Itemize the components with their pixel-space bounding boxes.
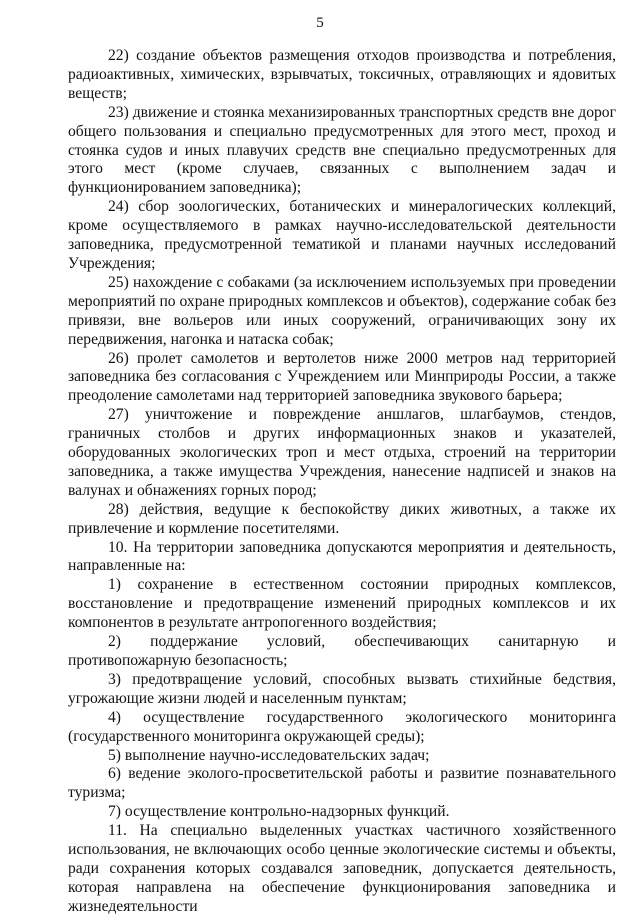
paragraph-section-10-item-7: 7) осуществление контрольно-надзорных функций. (108, 803, 450, 821)
paragraph-section-10-item-5: 5) выполнение научно-исследовательских задач; (108, 746, 430, 764)
document-body (68, 47, 616, 917)
paragraph-item-26: 26) пролет самолетов и вертолетов ниже 2000 метров над территорией заповедника без согласования с Учреждением или Минприроды России, а также преодоление самолетами над территорией заповедника звукового барьера; (68, 349, 616, 405)
paragraph-section-10-item-2: 2) поддержание условий, обеспечивающих санитарную и противопожарную безопасность; (68, 633, 616, 669)
paragraph-section-10-item-1: 1) сохранение в естественном состоянии природных комплексов, восстановление и предотвращение изменений природных комплексов и их компонентов в результате антропогенного воздействия; (68, 576, 616, 632)
paragraph-section-10: 10. На территории заповедника допускаются мероприятия и деятельность, направленные на: (68, 538, 616, 575)
paragraph-section-11: 11. На специально выделенных участках частичного хозяйственного использования, не включающих особо ценные экологические системы и объекты, ради сохранения которых создавался заповедник, допускается деятельность, которая направлена на обеспечение функционирования заповедника и жизнедеятельности (68, 822, 616, 915)
paragraph-item-27: 27) уничтожение и повреждение аншлагов, шлагбаумов, стендов, граничных столбов и других информационных знаков и указателей, оборудованных экологических троп и мест отдыха, строений на территории заповедника, а также имущества Учреждения, нанесение надписей и знаков на валунах и обнажениях горных пород; (68, 406, 616, 499)
paragraph-item-28: 28) действия, ведущие к беспокойству диких животных, а также их привлечение и кормление посетителями. (68, 500, 616, 537)
paragraph-item-23: 23) движение и стоянка механизированных транспортных средств вне дорог общего пользования и специально предусмотренных для этого мест, проход и стоянка судов и иных плавучих средств вне специально предусмотренных для этого мест (кроме случаев, связанных с выполнением задач и функционированием заповедника); (68, 103, 616, 197)
paragraph-section-10-item-4: 4) осуществление государственного экологического мониторинга (государственного мониторинга окружающей среды); (68, 708, 616, 745)
paragraph-section-10-item-6: 6) ведение эколого-просветительской работы и развитие познавательного туризма; (68, 765, 616, 802)
paragraph-section-10-item-3: 3) предотвращение условий, способных вызвать стихийные бедствия, угрожающие жизни людей и населенным пунктам; (68, 670, 616, 707)
page-number: 5 (316, 15, 324, 31)
paragraph-item-22: 22) создание объектов размещения отходов производства и потребления, радиоактивных, химических, взрывчатых, токсичных, отравляющих и ядовитых веществ; (68, 47, 616, 102)
paragraph-item-24: 24) сбор зоологических, ботанических и минералогических коллекций, кроме осуществляемого в рамках научно-исследовательской деятельности заповедника, предусмотренной тематикой и планами научных исследований Учреждения; (68, 198, 616, 272)
paragraph-item-25: 25) нахождение с собаками (за исключением используемых при проведении мероприятий по охране природных комплексов и объектов), содержание собак без привязи, вне вольеров или иных сооружений, ограничивающих зону их передвижения, нагонка и натаска собак; (68, 273, 616, 348)
